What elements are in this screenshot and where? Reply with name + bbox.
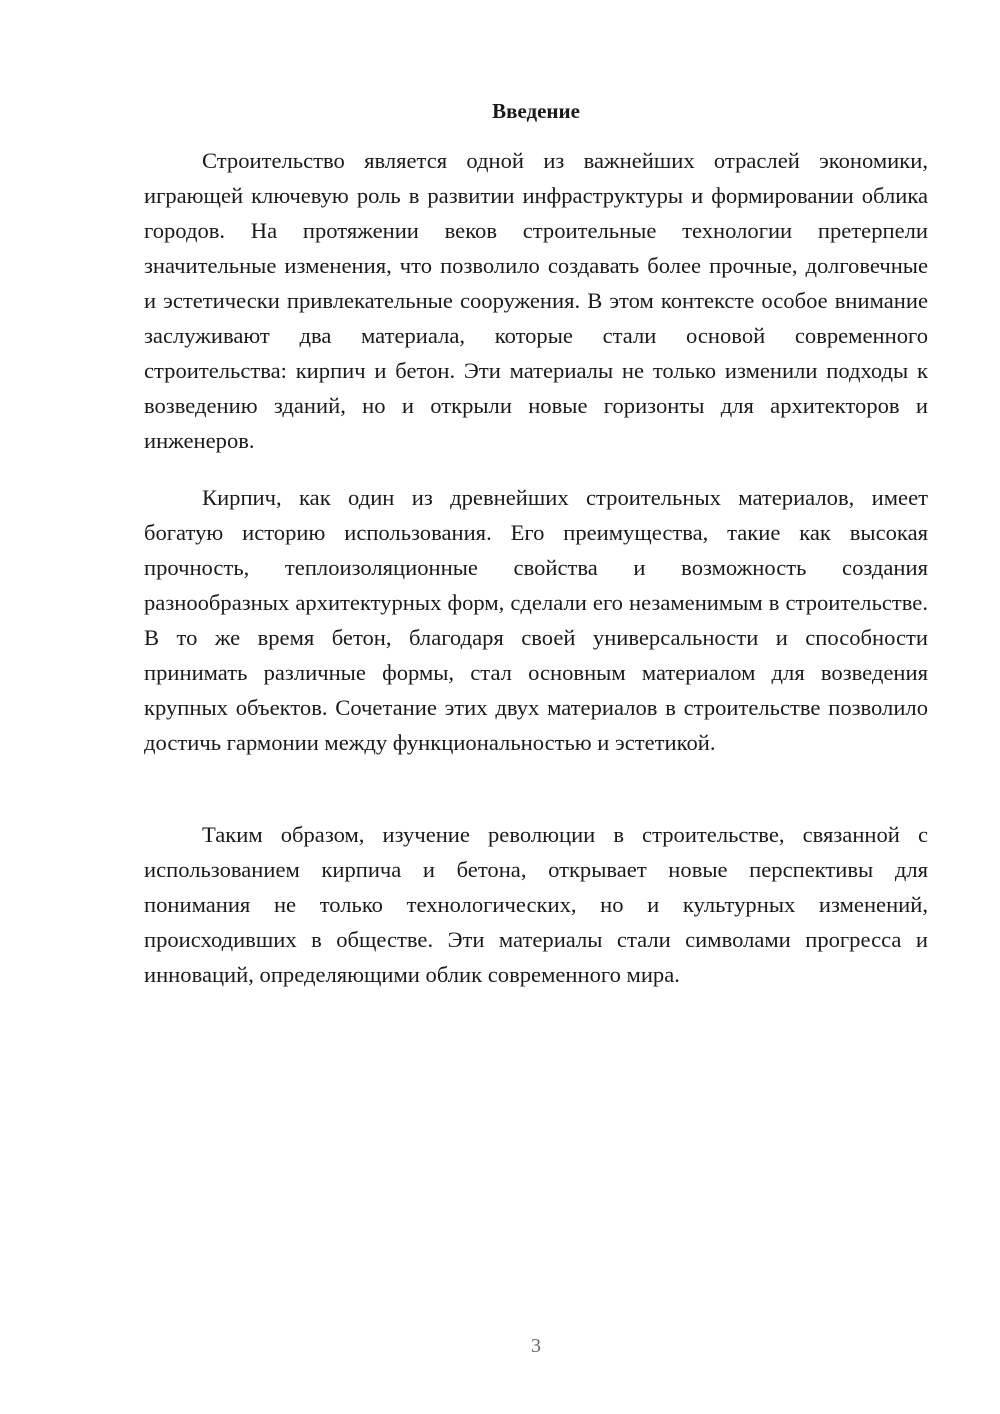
- paragraph-1: Строительство является одной из важнейших отраслей экономики, играющей ключевую роль в развитии инфраструктуры и формировании облика городов. На протяжении веков строительные технологии претерпели значительные изменения, что позволило создавать более прочные, долговечные и эстетически привлекательные сооружения. В этом контексте особое внимание заслуживают два материала, которые стали основой современного строительства: кирпич и бетон. Эти материалы не только изменили подходы к возведению зданий, но и открыли новые горизонты для архитекторов и инженеров.: [144, 148, 928, 453]
- page-number: 3: [531, 1335, 541, 1357]
- paragraph-3: Таким образом, изучение революции в строительстве, связанной с использованием кирпича и бетона, открывает новые перспективы для понимания не только технологических, но и культурных изменений, происходивших в обществе. Эти материалы стали символами прогресса и инноваций, определяющими облик современного мира.: [144, 822, 928, 987]
- section-heading: Введение: [492, 99, 580, 123]
- paragraph-2: Кирпич, как один из древнейших строительных материалов, имеет богатую историю использования. Его преимущества, такие как высокая прочность, теплоизоляционные свойства и возможность создания разнообразных архитектурных форм, сделали его незаменимым в строительстве. В то же время бетон, благодаря своей универсальности и способности принимать различные формы, стал основным материалом для возведения крупных объектов. Сочетание этих двух материалов в строительстве позволило достичь гармонии между функциональностью и эстетикой.: [144, 485, 928, 755]
